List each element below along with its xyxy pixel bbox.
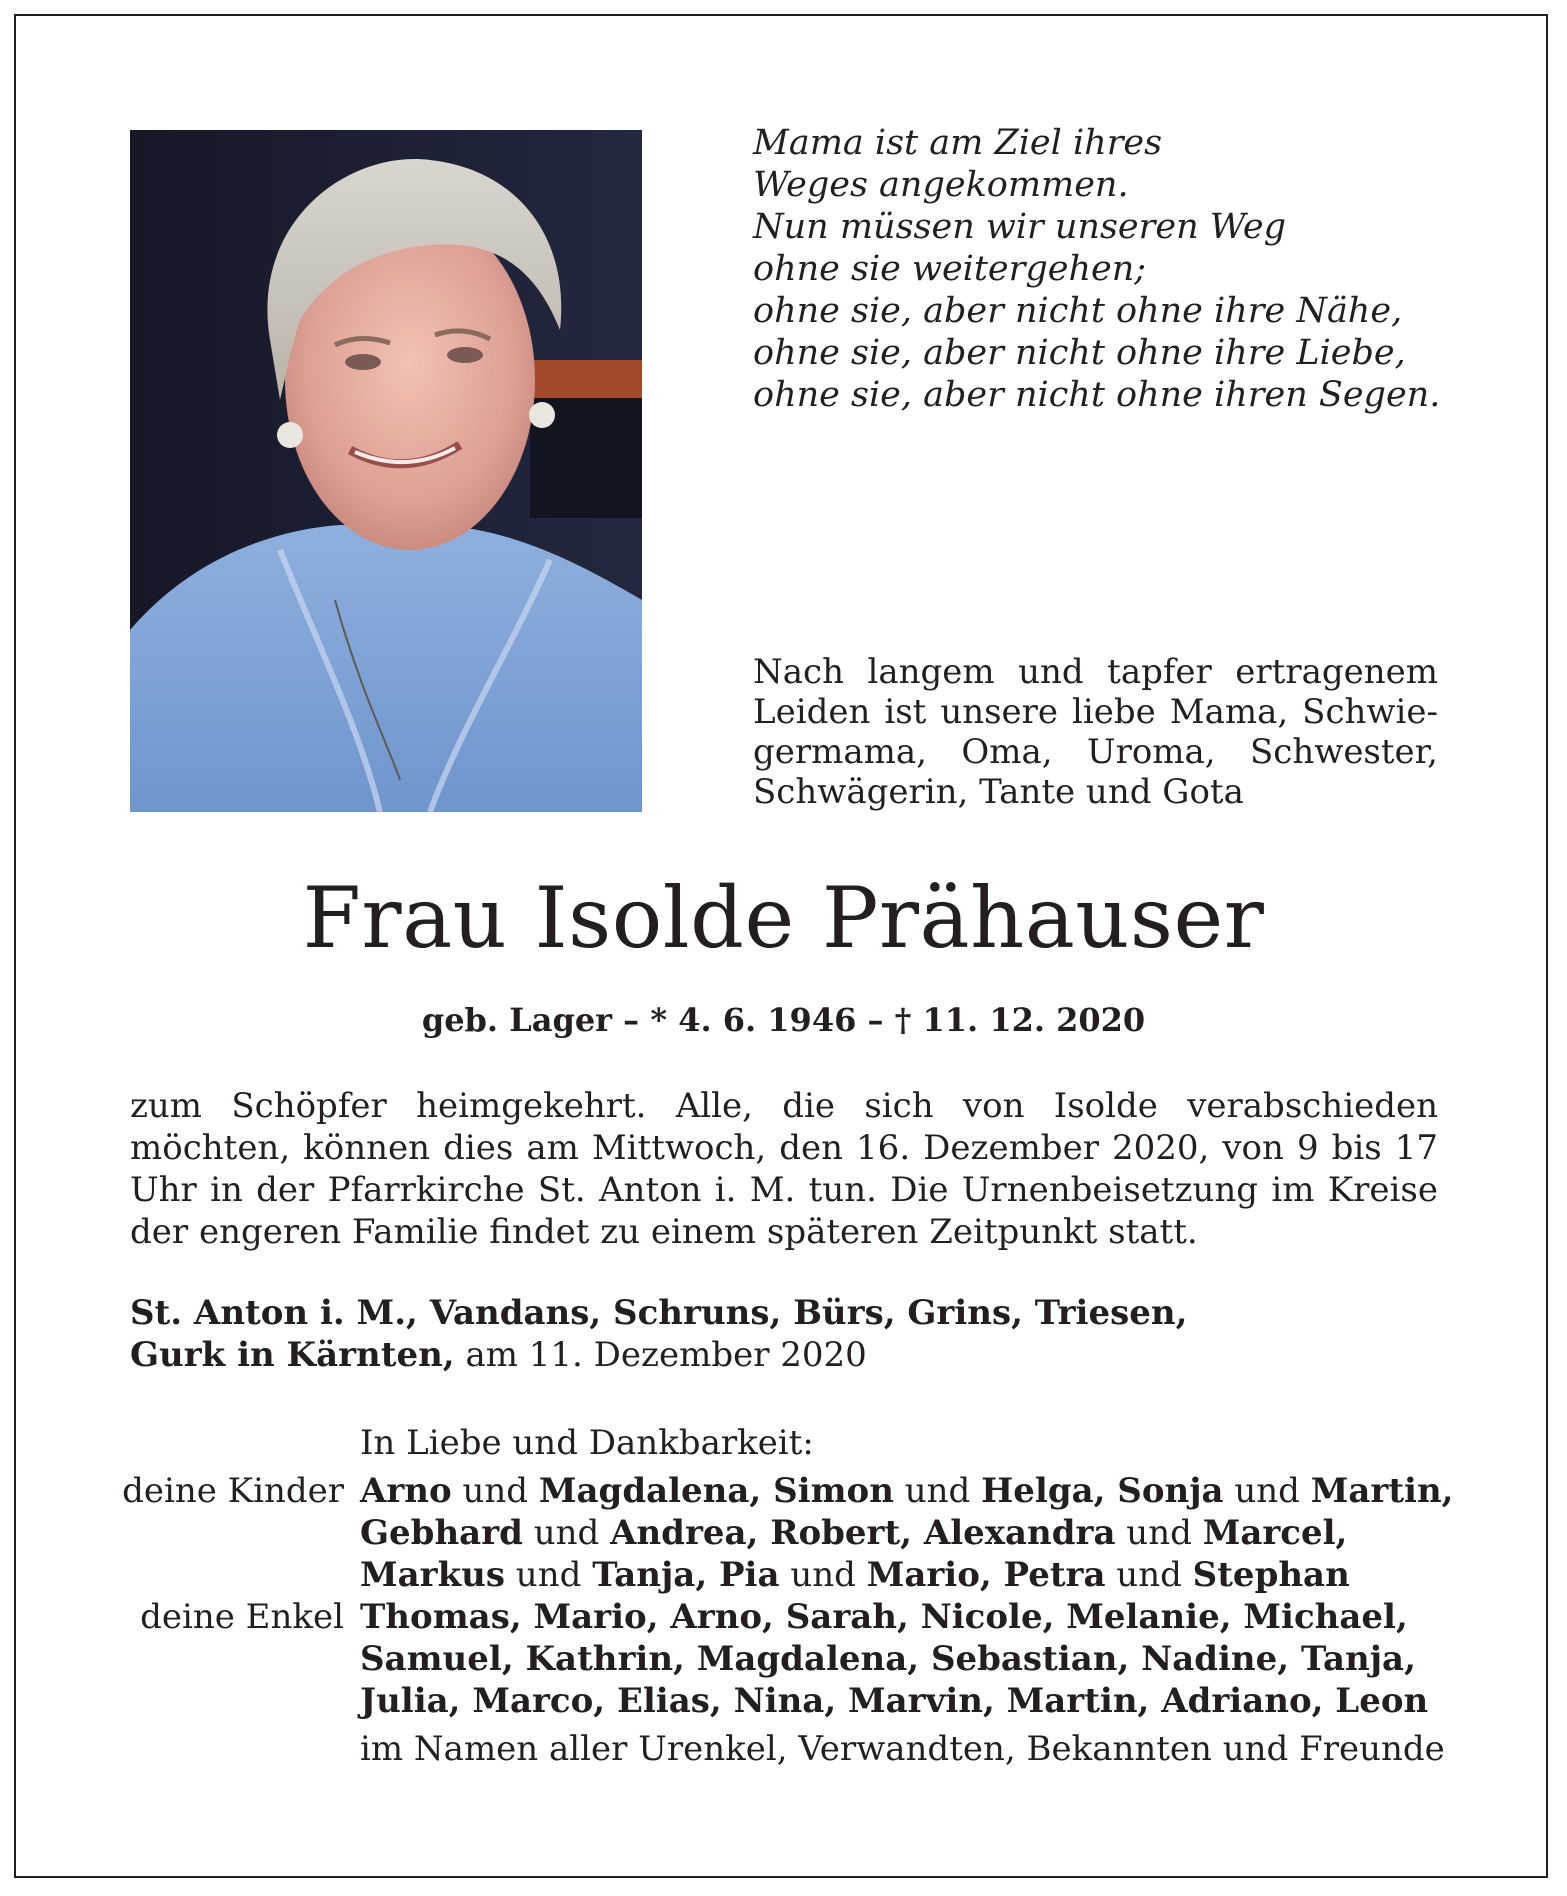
connector-text: und [522,1513,611,1553]
connector-text: und [1223,1471,1311,1511]
poem-line: Mama ist am Ziel ihres [753,123,1163,163]
family-names: Thomas, Mario, Arno, Sarah, Nicole, Melanie, Michael, [360,1597,1408,1637]
poem-line: ohne sie weitergehen; [753,249,1147,289]
intro-text: Nach langem und tapfer ertragenem Leiden ist unsere liebe Mama, Schwiegermama, Oma, Uroma, Schwester, Schwägerin, Tante und Gota [753,652,1438,812]
connector-text: und [1105,1555,1193,1595]
places-line-1: St. Anton i. M., Vandans, Schruns, Bürs, Grins, Triesen, [130,1293,1188,1333]
places-and-date [130,1292,1438,1376]
family-names: Tanja, Pia [592,1555,780,1595]
grandchildren-names [360,1596,1460,1722]
family-names: Magdalena, Simon [538,1471,894,1511]
footer-line: im Namen aller Urenkel, Verwandten, Bekannten und Freunde [360,1729,1445,1769]
connector-text: und [779,1555,867,1595]
family-names: Martin, [1310,1471,1454,1511]
family-names: Mario, Petra [866,1555,1106,1595]
connector-text: und [893,1471,982,1511]
family-names: Markus [360,1555,505,1595]
family-names: Stephan [1192,1555,1350,1595]
portrait-image [130,130,642,812]
notice-date: am 11. Dezember 2020 [454,1335,867,1375]
poem-line: Nun müssen wir unseren Weg [753,207,1286,247]
poem-line: ohne sie, aber nicht ohne ihren Segen. [753,375,1441,415]
name-line [360,1638,1460,1680]
family-names: Julia, Marco, Elias, Nina, Marvin, Martin, Adriano, Leon [360,1681,1429,1721]
portrait-photo [130,130,642,812]
family-names: Samuel, Kathrin, Magdalena, Sebastian, Nadine, Tanja, [360,1639,1416,1679]
family-names: Marcel, [1202,1513,1348,1553]
poem-line: ohne sie, aber nicht ohne ihre Liebe, [753,333,1406,373]
farewell-text: zum Schöpfer heimgekehrt. Alle, die sich von Isolde verabschieden möchten, können dies am Mittwoch, den 16. Dezember 2020, von 9 bis 17 Uhr in der Pfarrkirche St. Anton i. M. tun. Die Urnenbeisetzung im Kreise der engeren Familie findet zu einem späteren Zeitpunkt statt. [130,1086,1438,1252]
children-label: deine Kinder [122,1471,344,1511]
name-line [360,1596,1460,1638]
poem [753,122,1473,416]
family-names: Andrea, Robert, Alexandra [610,1513,1116,1553]
love-line: In Liebe und Dankbarkeit: [360,1423,814,1463]
connector-text: und [505,1555,593,1595]
places-line-2: Gurk in Kärnten, [130,1335,455,1375]
poem-line: ohne sie, aber nicht ohne ihre Nähe, [753,291,1403,331]
connector-text: und [1115,1513,1203,1553]
name-line [360,1470,1460,1512]
deceased-name: Frau Isolde Prähauser [302,869,1265,967]
children-names [360,1470,1460,1596]
name-line [360,1554,1460,1596]
family-names: Helga, Sonja [981,1471,1224,1511]
name-line [360,1512,1460,1554]
poem-line: Weges angekommen. [753,165,1129,205]
birth-death-dates: geb. Lager – * 4. 6. 1946 – † 11. 12. 2020 [421,1001,1146,1039]
grandchildren-label: deine Enkel [140,1597,344,1637]
connector-text: und [451,1471,539,1511]
name-line [360,1680,1460,1722]
family-names: Gebhard [360,1513,523,1553]
family-names: Arno [360,1471,452,1511]
